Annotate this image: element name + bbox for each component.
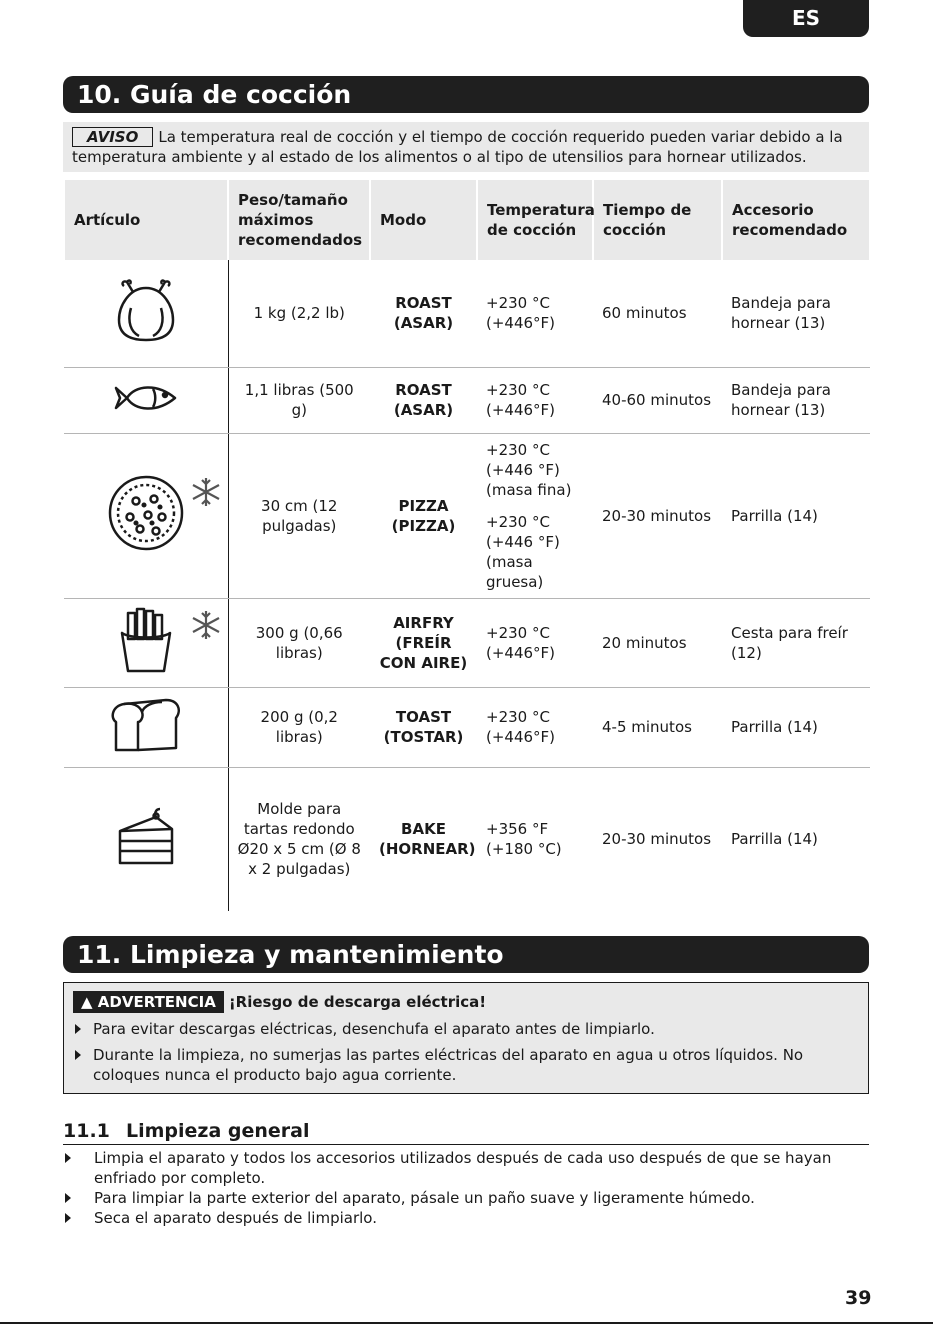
- frozen-snowflake-icon: [190, 609, 222, 641]
- weight-cell: 1,1 libras (500 g): [228, 367, 370, 433]
- frozen-snowflake-icon: [190, 476, 222, 508]
- accessory-cell: Bandeja para hornear (13): [722, 260, 870, 367]
- weight-cell: 200 g (0,2 libras): [228, 687, 370, 767]
- temp-cell: +356 °F (+180 °C): [486, 820, 562, 859]
- table-header-row: [64, 180, 870, 260]
- pizza-icon: [106, 473, 186, 553]
- accessory-cell: Parrilla (14): [722, 433, 870, 598]
- table-row: [64, 598, 870, 687]
- col-header-weight: Peso/tamaño máximos recomendados: [228, 180, 370, 260]
- article-cell: [64, 687, 228, 767]
- section-10-title: 10. Guía de cocción: [63, 76, 869, 113]
- accessory-cell: Parrilla (14): [722, 687, 870, 767]
- accessory-cell: Parrilla (14): [731, 830, 818, 849]
- warning-box: [63, 982, 869, 1094]
- weight-cell: Molde para tartas redondo Ø20 x 5 cm (Ø 8 x 2 pulgadas): [237, 800, 361, 879]
- list-item: Para limpiar la parte exterior del aparato, pásale un paño suave y ligeramente húmedo.: [63, 1188, 869, 1208]
- warning-triangle-icon: ▲: [81, 993, 93, 1011]
- accessory-cell: Bandeja para hornear (13): [722, 367, 870, 433]
- col-header-mode: Modo: [370, 180, 477, 260]
- table-row: [64, 767, 870, 911]
- mode-cell: TOAST (TOSTAR): [370, 687, 477, 767]
- warning-badge: [73, 991, 224, 1013]
- temp-cell: +230 °C (+446°F): [477, 260, 593, 367]
- table-row: [64, 367, 870, 433]
- article-cell: [64, 367, 228, 433]
- weight-cell: 30 cm (12 pulgadas): [228, 433, 370, 598]
- warning-title: ¡Riesgo de descarga eléctrica!: [228, 993, 487, 1011]
- chicken-icon: [111, 278, 181, 344]
- time-cell: 4-5 minutos: [593, 687, 722, 767]
- temp-cell: [477, 433, 593, 598]
- time-cell: 60 minutos: [593, 260, 722, 367]
- warning-item: Durante la limpieza, no sumerjas las partes eléctricas del aparato en agua u otros líquidos. No coloques nunca el producto bajo agua corriente.: [73, 1045, 859, 1085]
- list-item: Limpia el aparato y todos los accesorios utilizados después de cada uso después de que se hayan enfriado por completo.: [63, 1148, 869, 1188]
- warning-item: Para evitar descargas eléctricas, desenchufa el aparato antes de limpiarlo.: [73, 1019, 859, 1039]
- time-cell: 20-30 minutos: [593, 433, 722, 598]
- table-row: [64, 260, 870, 367]
- weight-cell: 300 g (0,66 libras): [228, 598, 370, 687]
- mode-cell: AIRFRY (FREÍR CON AIRE): [370, 598, 477, 687]
- notice-box: [63, 122, 869, 172]
- subsection-number: 11.1: [63, 1120, 110, 1142]
- fries-icon: [118, 605, 174, 675]
- bread-icon: [110, 696, 182, 754]
- page-number: 39: [845, 1287, 872, 1309]
- table-row: [64, 687, 870, 767]
- list-item: Seca el aparato después de limpiarlo.: [63, 1208, 869, 1228]
- notice-text: La temperatura real de cocción y el tiempo de cocción requerido pueden variar debido a la temperatura ambiente y al estado de los alimentos o al tipo de utensilios para hornear utilizados.: [72, 128, 843, 166]
- mode-cell: ROAST (ASAR): [370, 260, 477, 367]
- col-header-time: Tiempo de cocción: [593, 180, 722, 260]
- subsection-title: [63, 1120, 869, 1145]
- mode-cell: PIZZA (PIZZA): [370, 433, 477, 598]
- temp-cell: +230 °C (+446°F): [477, 687, 593, 767]
- warning-badge-label: ADVERTENCIA: [97, 993, 216, 1011]
- section-11-title: 11. Limpieza y mantenimiento: [63, 936, 869, 973]
- table-row: [64, 433, 870, 598]
- temp-cell: +230 °C (+446°F): [477, 598, 593, 687]
- general-cleaning-list: [63, 1148, 869, 1228]
- language-tab: ES: [743, 0, 869, 37]
- col-header-temp: Temperatura de cocción: [477, 180, 593, 260]
- mode-cell: ROAST (ASAR): [370, 367, 477, 433]
- accessory-cell: Cesta para freír (12): [722, 598, 870, 687]
- time-cell: 20 minutos: [593, 598, 722, 687]
- article-cell: [64, 260, 228, 367]
- notice-tag: AVISO: [72, 127, 153, 147]
- cake-icon: [116, 807, 176, 867]
- article-cell: [64, 767, 228, 911]
- fish-icon: [113, 381, 179, 415]
- article-cell: [64, 433, 228, 598]
- weight-cell: 1 kg (2,2 lb): [228, 260, 370, 367]
- temp-cell: +230 °C (+446°F): [477, 367, 593, 433]
- cooking-guide-table: [63, 180, 871, 911]
- warning-head: [73, 991, 859, 1013]
- col-header-accessory: Accesorio recomendado: [722, 180, 870, 260]
- time-cell: 20-30 minutos: [602, 830, 712, 849]
- article-cell: [64, 598, 228, 687]
- temp-thin: +230 °C (+446 °F) (masa fina): [486, 440, 572, 499]
- mode-cell: BAKE (HORNEAR): [379, 820, 476, 859]
- temp-thick: +230 °C (+446 °F) (masa gruesa): [486, 512, 560, 591]
- time-cell: 40-60 minutos: [593, 367, 722, 433]
- subsection-label: Limpieza general: [126, 1120, 310, 1142]
- col-header-article: Artículo: [64, 180, 228, 260]
